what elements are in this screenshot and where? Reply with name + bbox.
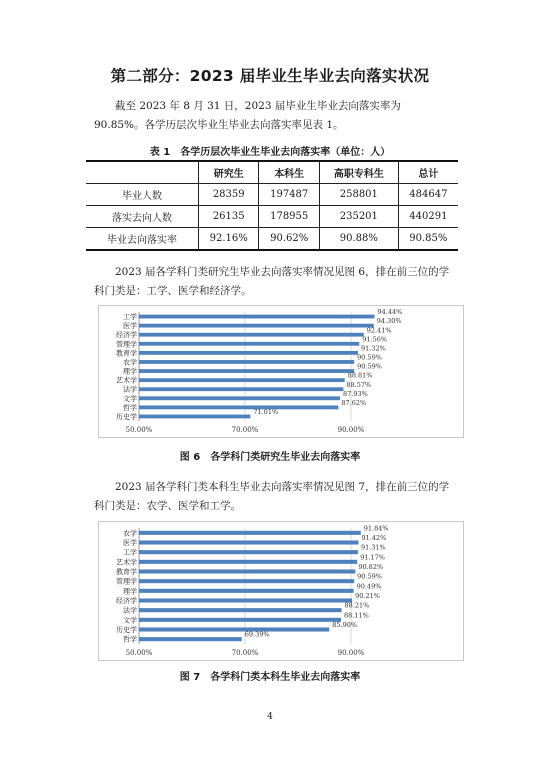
table-cell: 440291 <box>398 206 458 228</box>
bar <box>139 618 341 622</box>
category-label: 历史学 <box>116 626 137 634</box>
bar <box>139 598 352 602</box>
category-label: 教育学 <box>116 349 137 358</box>
table-cell: 90.88% <box>319 228 398 251</box>
table-row <box>86 184 458 206</box>
table-cell: 178955 <box>259 206 320 228</box>
category-label: 法学 <box>123 606 137 615</box>
category-label: 哲学 <box>123 635 137 644</box>
bar-value-label: 69.39% <box>244 630 270 639</box>
bar <box>139 569 355 573</box>
chart7-undergraduate-rate-bar-chart <box>99 522 463 660</box>
chart7-caption: 图 7 各学科门类本科生毕业去向落实率 <box>179 672 361 683</box>
bar-value-label: 91.32% <box>360 344 386 353</box>
category-label: 农学 <box>123 529 137 538</box>
bar-value-label: 71.01% <box>253 408 279 417</box>
category-label: 文学 <box>123 394 137 403</box>
x-tick-label: 50.00% <box>125 426 153 434</box>
table-cell: 92.16% <box>199 228 259 251</box>
page-number: 4 <box>267 712 273 722</box>
bar-value-label: 92.41% <box>366 326 392 335</box>
category-label: 文学 <box>123 616 137 625</box>
bar <box>139 627 329 631</box>
table-cell: 毕业人数 <box>86 184 199 206</box>
table-cell: 235201 <box>319 206 398 228</box>
bar <box>139 315 375 319</box>
bar <box>139 531 361 535</box>
bar-value-label: 90.21% <box>355 591 380 600</box>
bar <box>139 579 354 583</box>
table-header-row <box>86 161 458 184</box>
table-header-cell: 总计 <box>398 161 458 184</box>
category-label: 医学 <box>123 539 137 547</box>
bar <box>139 589 354 593</box>
table-row <box>86 206 458 228</box>
category-label: 教育学 <box>116 568 137 576</box>
bar-value-label: 88.21% <box>344 601 370 610</box>
category-label: 工学 <box>123 313 137 322</box>
table-row <box>86 228 458 251</box>
bar <box>139 608 342 612</box>
bar-value-label: 90.49% <box>356 582 382 591</box>
bar-value-label: 90.59% <box>357 572 382 581</box>
bar-value-label: 91.31% <box>360 543 386 552</box>
bar-value-label: 88.57% <box>346 380 372 389</box>
table-cell: 落实去向人数 <box>86 206 199 228</box>
category-label: 理学 <box>123 587 137 596</box>
chart6-caption: 图 6 各学科门类研究生毕业去向落实率 <box>179 452 361 463</box>
bar <box>139 405 338 409</box>
table-cell: 90.85% <box>398 228 458 251</box>
bar <box>139 637 242 641</box>
bar <box>139 396 340 400</box>
bar-value-label: 94.30% <box>376 317 402 326</box>
chart7-intro-paragraph: 2023 届各学科门类本科生毕业去向落实率情况见图 7，排在前三位的学科门类是：农学、医学和工学。 <box>94 481 450 512</box>
x-tick-label: 90.00% <box>337 426 365 434</box>
chart6-intro-paragraph: 2023 届各学科门类研究生毕业去向落实率情况见图 6，排在前三位的学科门类是：工学、医学和经济学。 <box>94 266 450 297</box>
chart7-frame <box>98 521 464 661</box>
bar-value-label: 90.82% <box>358 562 384 571</box>
bar <box>139 369 354 373</box>
bar <box>139 387 343 391</box>
table-cell: 毕业去向落实率 <box>86 228 199 251</box>
category-label: 理学 <box>123 367 137 376</box>
table-cell: 90.62% <box>259 228 320 251</box>
table-cell: 258801 <box>319 184 398 206</box>
x-tick-label: 50.00% <box>125 649 153 657</box>
bar-value-label: 91.17% <box>360 553 385 562</box>
bar-value-label: 87.62% <box>341 398 367 407</box>
table-header-cell: 本科生 <box>259 161 320 184</box>
intro-paragraph: 截至 2023 年 8 月 31 日，2023 届毕业生毕业去向落实率为 90.85%。各学历层次毕业生毕业去向落实率见表 1。 <box>94 100 401 131</box>
bar-value-label: 90.59% <box>357 353 382 362</box>
x-tick-label: 70.00% <box>231 649 259 657</box>
table-cell: 26135 <box>199 206 259 228</box>
bar <box>139 351 358 355</box>
bar-value-label: 91.84% <box>363 524 389 533</box>
category-label: 哲学 <box>123 403 137 412</box>
bar <box>139 324 374 328</box>
table-header-cell: 研究生 <box>199 161 259 184</box>
chart6-frame <box>98 305 464 438</box>
bar <box>139 540 359 544</box>
category-label: 经济学 <box>116 597 137 605</box>
category-label: 艺术学 <box>116 376 137 385</box>
bar-value-label: 88.11% <box>343 611 369 620</box>
chart6-graduate-rate-bar-chart <box>99 306 463 437</box>
table-cell: 28359 <box>199 184 259 206</box>
table-cell: 484647 <box>398 184 458 206</box>
category-label: 管理学 <box>116 577 137 586</box>
bar <box>139 415 250 419</box>
category-label: 医学 <box>123 322 137 331</box>
bar-value-label: 85.90% <box>332 620 358 629</box>
table-cell: 197487 <box>259 184 320 206</box>
category-label: 工学 <box>123 548 137 557</box>
bar <box>139 560 357 564</box>
section-heading: 第二部分：2023 届毕业生毕业去向落实状况 <box>110 67 430 85</box>
bar <box>139 550 358 554</box>
table-header-cell <box>86 161 199 184</box>
bar <box>139 378 345 382</box>
x-tick-label: 70.00% <box>231 426 259 434</box>
bar-value-label: 91.56% <box>362 335 388 344</box>
bar <box>139 342 359 346</box>
bar-value-label: 88.81% <box>347 371 373 380</box>
bar <box>139 360 354 364</box>
table1-caption: 表 1 各学历层次毕业生毕业去向落实率（单位：人） <box>149 147 391 158</box>
category-label: 历史学 <box>116 412 137 421</box>
bar-value-label: 94.44% <box>377 308 403 317</box>
bar <box>139 333 364 337</box>
category-label: 法学 <box>123 385 137 394</box>
table-header-cell: 高职专科生 <box>319 161 398 184</box>
category-label: 艺术学 <box>116 558 137 567</box>
category-label: 农学 <box>123 358 137 367</box>
bar-value-label: 91.42% <box>361 533 387 542</box>
bar-value-label: 87.93% <box>343 389 368 398</box>
bar-value-label: 90.59% <box>357 362 382 371</box>
category-label: 管理学 <box>116 340 137 349</box>
category-label: 经济学 <box>116 331 137 340</box>
x-tick-label: 90.00% <box>337 649 365 657</box>
graduation-rate-table <box>86 160 458 251</box>
